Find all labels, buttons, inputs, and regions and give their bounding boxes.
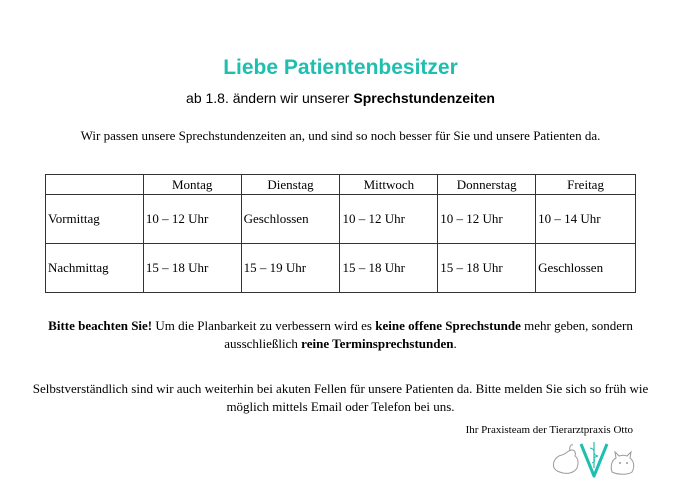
table-cell: 15 – 18 Uhr <box>340 244 438 293</box>
page-title: Liebe Patientenbesitzer <box>223 56 458 79</box>
row-label-nachmittag: Nachmittag <box>46 244 144 293</box>
notice-emphasis: reine Terminsprechstunden <box>301 336 454 351</box>
closing-paragraph: Selbstverständlich sind wir auch weiterhin bei akuten Fellen für unsere Patienten da. Bitte melden Sie sich so früh wie möglich mittels Email oder Telefon bei uns. <box>32 381 649 414</box>
notice-heading: Bitte beachten Sie! <box>48 318 153 333</box>
notice-text: Um die Planbarkeit zu verbessern wird es <box>152 318 376 333</box>
table-cell: 10 – 12 Uhr <box>143 195 241 244</box>
intro-text: Wir passen unsere Sprechstundenzeiten an, und sind so noch besser für Sie und unsere Patienten da. <box>80 128 601 143</box>
notice-text: . <box>453 336 457 351</box>
notice-emphasis: keine offene Sprechstunde <box>375 318 521 333</box>
subtitle-emphasis: Sprechstundenzeiten <box>353 90 495 106</box>
table-row <box>46 244 636 293</box>
table-cell: Geschlossen <box>241 195 340 244</box>
vet-logo-icon <box>548 438 642 478</box>
table-cell: 10 – 14 Uhr <box>536 195 636 244</box>
table-cell: 10 – 12 Uhr <box>340 195 438 244</box>
table-header-freitag: Freitag <box>536 175 636 195</box>
table-cell: 15 – 19 Uhr <box>241 244 340 293</box>
signature: Ihr Praxisteam der Tierarztpraxis Otto <box>465 424 633 436</box>
notice-text: mehr geben, sondern ausschließlich <box>224 318 633 351</box>
subtitle-text: ab 1.8. ändern wir unserer <box>186 90 354 106</box>
table-cell: 15 – 18 Uhr <box>438 244 536 293</box>
subtitle <box>0 90 681 106</box>
table-cell: 15 – 18 Uhr <box>143 244 241 293</box>
table-cell: 10 – 12 Uhr <box>438 195 536 244</box>
notice-paragraph <box>30 317 651 353</box>
table-header-empty <box>46 175 144 195</box>
row-label-vormittag: Vormittag <box>46 195 144 244</box>
table-header-row <box>46 175 636 195</box>
table-header-montag: Montag <box>143 175 241 195</box>
schedule-table <box>45 174 636 293</box>
table-row <box>46 195 636 244</box>
table-cell: Geschlossen <box>536 244 636 293</box>
table-header-mittwoch: Mittwoch <box>340 175 438 195</box>
table-header-dienstag: Dienstag <box>241 175 340 195</box>
table-header-donnerstag: Donnerstag <box>438 175 536 195</box>
